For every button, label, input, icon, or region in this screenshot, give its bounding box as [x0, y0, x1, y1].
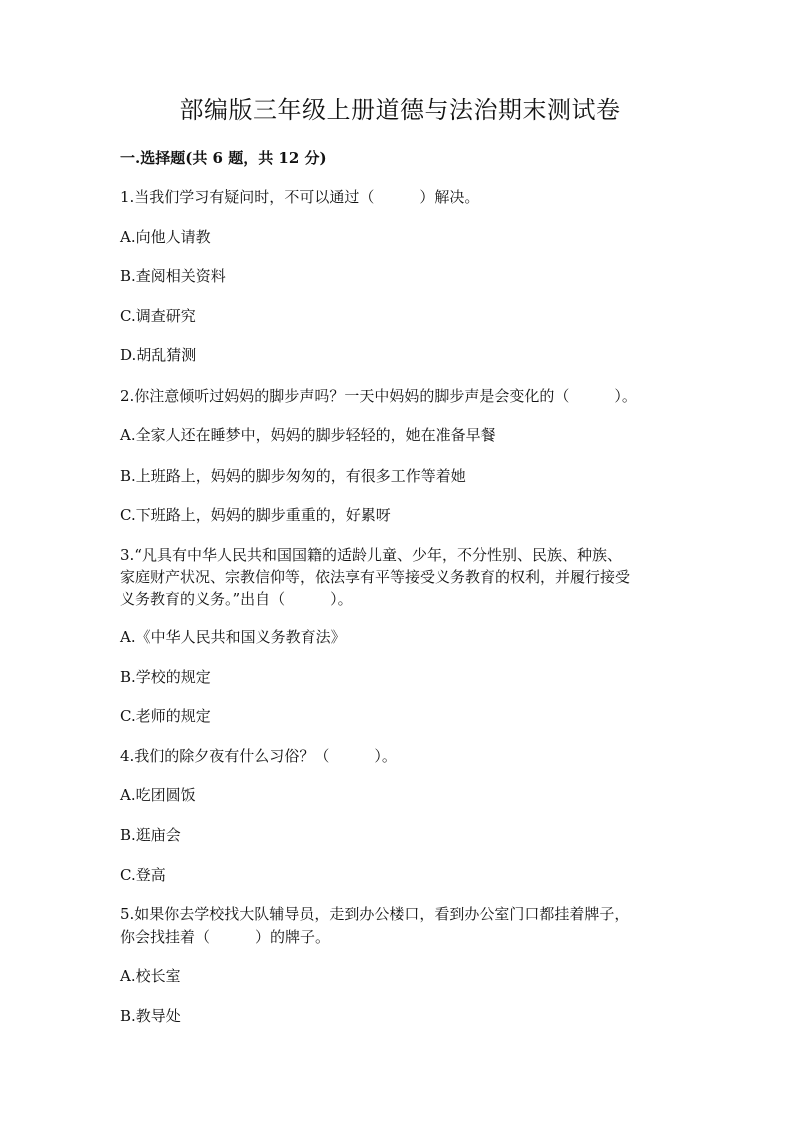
- question-1-option-d: D.胡乱猜测: [120, 346, 197, 364]
- question-3-option-b: B.学校的规定: [120, 668, 211, 686]
- question-2-option-c: C.下班路上，妈妈的脚步重重的，好累呀: [120, 506, 391, 524]
- question-5-stem-line-2: 你会找挂着（ ）的牌子。: [120, 928, 331, 946]
- question-4-option-c: C.登高: [120, 866, 166, 884]
- question-5-stem-line-1: 5.如果你去学校找大队辅导员，走到办公楼口，看到办公室门口都挂着牌子，: [120, 905, 630, 923]
- question-3-stem-line-1: 3.“凡具有中华人民共和国国籍的适龄儿童、少年，不分性别、民族、种族、: [120, 546, 622, 564]
- question-3-option-a: A.《中华人民共和国义务教育法》: [120, 628, 346, 646]
- question-5-option-b: B.教导处: [120, 1007, 181, 1025]
- question-3-stem-line-2: 家庭财产状况、宗教信仰等，依法享有平等接受义务教育的权利，并履行接受: [120, 568, 631, 586]
- question-5-option-a: A.校长室: [120, 967, 181, 985]
- question-4-option-b: B.逛庙会: [120, 826, 181, 844]
- question-2-stem: 2.你注意倾听过妈妈的脚步声吗？一天中妈妈的脚步声是会变化的（ ）。: [120, 387, 637, 405]
- question-3-option-c: C.老师的规定: [120, 707, 211, 725]
- question-2-option-b: B.上班路上，妈妈的脚步匆匆的，有很多工作等着她: [120, 467, 466, 485]
- question-1-option-a: A.向他人请教: [120, 228, 211, 246]
- section-heading: 一.选择题(共 6 题，共 12 分): [120, 149, 327, 167]
- question-2-option-a: A.全家人还在睡梦中，妈妈的脚步轻轻的，她在准备早餐: [120, 426, 496, 444]
- question-1-option-b: B.查阅相关资料: [120, 267, 226, 285]
- page-title: 部编版三年级上册道德与法治期末测试卷: [179, 96, 621, 124]
- question-4-option-a: A.吃团圆饭: [120, 786, 196, 804]
- question-3-stem-line-3: 义务教育的义务。”出自（ ）。: [120, 590, 353, 608]
- question-4-stem: 4.我们的除夕夜有什么习俗？（ ）。: [120, 747, 397, 765]
- question-1-stem: 1.当我们学习有疑问时，不可以通过（ ）解决。: [120, 188, 480, 206]
- question-1-option-c: C.调查研究: [120, 307, 196, 325]
